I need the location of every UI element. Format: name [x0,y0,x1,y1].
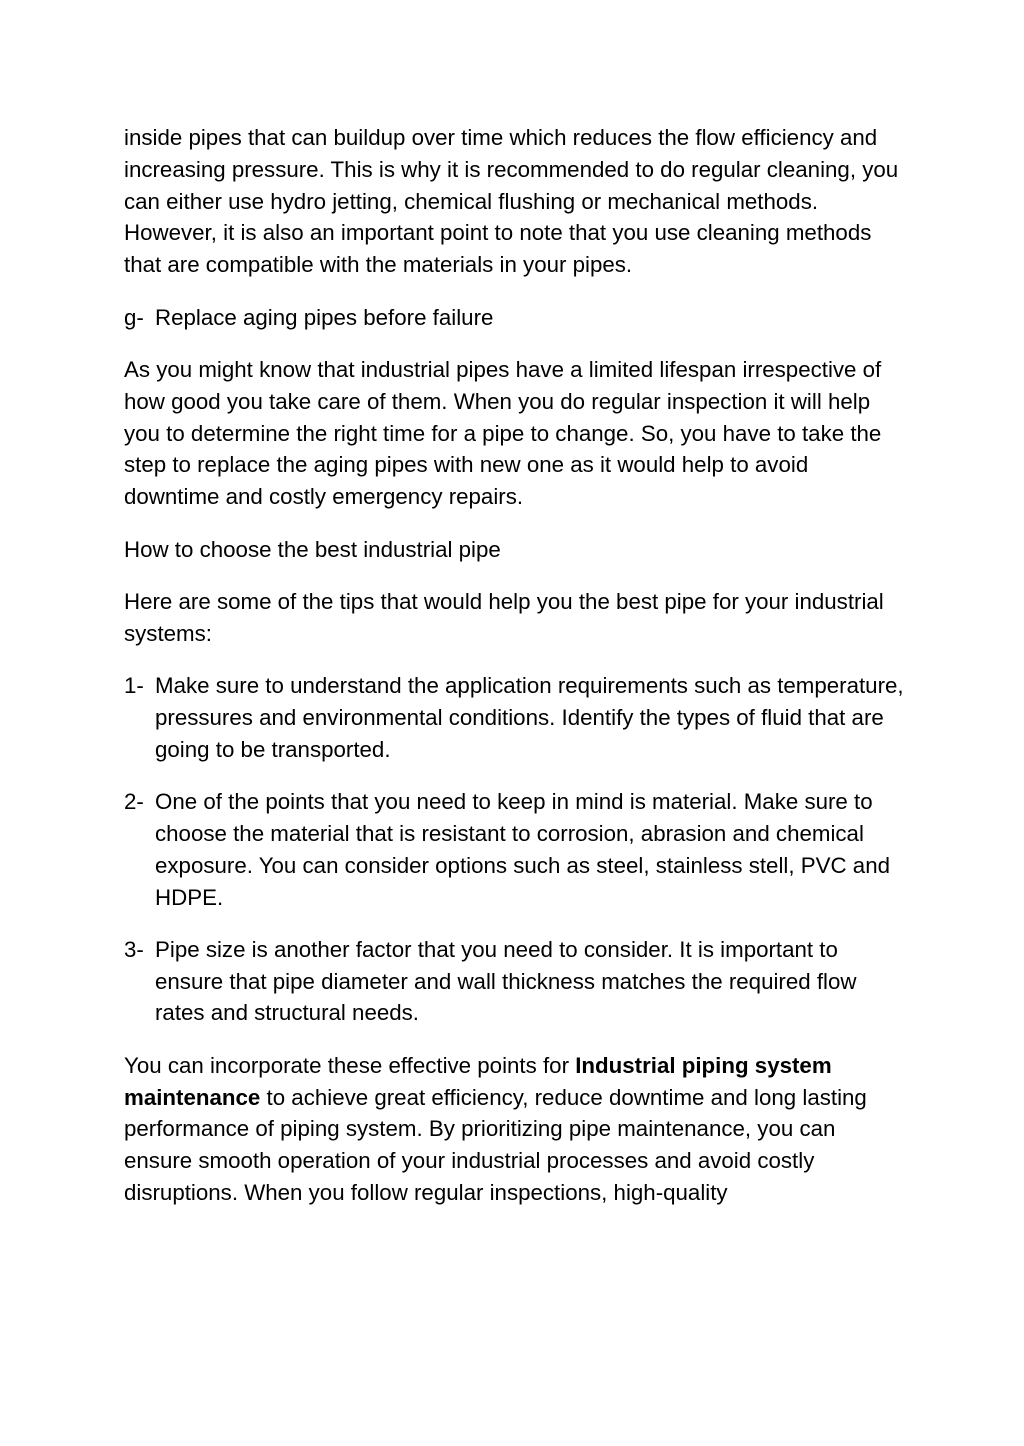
paragraph-lifespan: As you might know that industrial pipes have a limited lifespan irrespective of how good you take care of them. When you do regular inspection it will help you to determine the right time for a pipe to change. So, you have to take the step to replace the aging pipes with new one as it would help to avoid downtime and costly emergency repairs. [124,356,882,510]
list-item [124,670,904,765]
list-marker: 1- [124,673,144,699]
paragraph-conclusion [124,1050,904,1209]
list-marker: g- [124,304,144,330]
heading-choose-pipe: How to choose the best industrial pipe [124,536,501,562]
subheading-text: Replace aging pipes before failure [155,304,494,330]
conclusion-keyword: Industrial piping system maintenance [124,1052,832,1110]
list-item [124,786,904,913]
paragraph-cleaning: inside pipes that can buildup over time which reduces the flow efficiency and increasing pressure. This is why it is recommended to do regular cleaning, you can either use hydro jetting, chemical flushing or mechanical methods. However, it is also an important point to note that you use cleaning methods that are compatible with the materials in your pipes. [124,125,899,278]
conclusion-text-end: to achieve great efficiency, reduce downtime and long lasting performance of piping system. By prioritizing pipe maintenance, you can ensure smooth operation of your industrial processes and avoid costly disruptions. When you follow regular inspections, high-quality [124,1084,867,1206]
list-marker: 2- [124,789,144,815]
conclusion-text-start: You can incorporate these effective points for [124,1052,576,1078]
list-item-text: Make sure to understand the application requirements such as temperature, pressures and environmental conditions. Identify the types of fluid that are going to be transported. [155,673,904,762]
paragraph-tips-intro: Here are some of the tips that would help you the best pipe for your industrial systems: [124,588,884,646]
list-marker: 3- [124,936,144,962]
list-item-text: Pipe size is another factor that you need to consider. It is important to ensure that pipe diameter and wall thickness matches the required flow rates and structural needs. [155,936,857,1026]
subheading-replace-aging-pipes [124,302,904,334]
list-item [124,934,904,1029]
list-item-text: One of the points that you need to keep in mind is material. Make sure to choose the material that is resistant to corrosion, abrasion and chemical exposure. You can consider options such as steel, stainless stell, PVC and HDPE. [155,789,890,910]
document-page [124,122,904,1229]
